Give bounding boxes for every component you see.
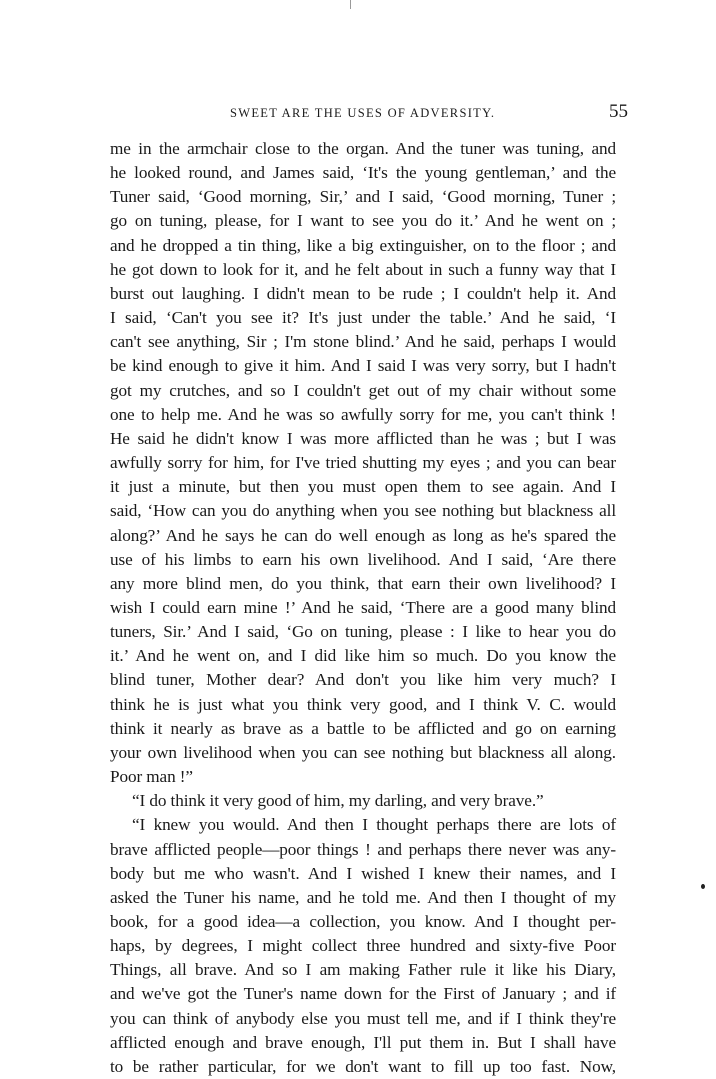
text-line: asked the Tuner his name, and he told me. And then I thought of my	[110, 887, 616, 907]
text-line: He said he didn't know I was more afflicted than he was ; but I was	[110, 428, 616, 448]
running-title: SWEET ARE THE USES OF ADVERSITY.	[230, 106, 496, 120]
text-line: me in the armchair close to the organ. And the tuner was tuning, and	[110, 139, 616, 158]
text-line: said, ‘How can you do anything when you see nothing but blackness all	[110, 501, 616, 521]
printer-mark	[350, 0, 351, 9]
text-line: it.’ And he went on, and I did like him so much. Do you know the	[110, 646, 616, 666]
running-head	[110, 101, 630, 130]
page-number: 55	[609, 101, 628, 122]
text-line: awfully sorry for him, for I've tried shutting my eyes ; and you can bear	[110, 453, 616, 473]
body-text	[110, 137, 616, 1079]
text-line: it just a minute, but then you must open them to see again. And I	[110, 477, 616, 497]
text-line: and we've got the Tuner's name down for the First of January ; and if	[110, 984, 616, 1004]
text-line: one to help me. And he was so awfully sorry for me, you can't think !	[110, 404, 616, 424]
text-line: got my crutches, and so I couldn't get out of my chair without some	[110, 380, 616, 400]
text-line: your own livelihood when you can see nothing but blackness all along.	[110, 742, 616, 762]
text-line: can't see anything, Sir ; I'm stone blind.’ And he said, perhaps I would	[110, 332, 616, 352]
text-line: to be rather particular, for we don't want to fill up too fast. Now,	[110, 1056, 616, 1076]
text-line: book, for a good idea—a collection, you know. And I thought per-	[110, 912, 616, 931]
text-line: Things, all brave. And so I am making Father rule it like his Diary,	[110, 960, 616, 980]
text-line: any more blind men, do you think, that earn their own livelihood? I	[110, 573, 616, 593]
text-line: afflicted enough and brave enough, I'll put them in. But I shall have	[110, 1032, 616, 1052]
text-line: you can think of anybody else you must tell me, and if I think they're	[110, 1008, 616, 1028]
text-line: brave afflicted people—poor things ! and perhaps there never was any-	[110, 839, 616, 859]
text-line: he got down to look for it, and he felt about in such a funny way that I	[110, 259, 616, 279]
text-line: Poor man !”	[110, 767, 193, 787]
text-line: “I knew you would. And then I thought perhaps there are lots of	[132, 815, 616, 835]
text-line: “I do think it very good of him, my darling, and very brave.”	[132, 791, 544, 811]
text-line: Tuner said, ‘Good morning, Sir,’ and I said, ‘Good morning, Tuner ;	[110, 187, 616, 207]
text-line: and he dropped a tin thing, like a big extinguisher, on to the floor ; and	[110, 235, 616, 255]
text-line: I said, ‘Can't you see it? It's just under the table.’ And he said, ‘I	[110, 308, 616, 328]
text-line: blind tuner, Mother dear? And don't you like him very much? I	[110, 670, 616, 690]
text-line: think he is just what you think very good, and I think V. C. would	[110, 694, 616, 714]
text-line: body but me who wasn't. And I wished I knew their names, and I	[110, 863, 616, 883]
ink-speck	[701, 884, 705, 889]
text-line: tuners, Sir.’ And I said, ‘Go on tuning, please : I like to hear you do	[110, 622, 616, 642]
text-line: go on tuning, please, for I want to see you do it.’ And he went on ;	[110, 211, 616, 231]
text-line: along?’ And he says he can do well enough as long as he's spared the	[110, 525, 616, 545]
text-line: use of his limbs to earn his own livelihood. And I said, ‘Are there	[110, 549, 616, 569]
text-line: be kind enough to give it him. And I said I was very sorry, but I hadn't	[110, 356, 616, 376]
text-line: he looked round, and James said, ‘It's the young gentleman,’ and the	[110, 163, 616, 183]
text-line: wish I could earn mine !’ And he said, ‘There are a good many blind	[110, 597, 616, 617]
text-line: haps, by degrees, I might collect three hundred and sixty-five Poor	[110, 936, 616, 956]
text-line: think it nearly as brave as a battle to be afflicted and go on earning	[110, 718, 616, 738]
text-line: burst out laughing. I didn't mean to be rude ; I couldn't help it. And	[110, 283, 616, 303]
